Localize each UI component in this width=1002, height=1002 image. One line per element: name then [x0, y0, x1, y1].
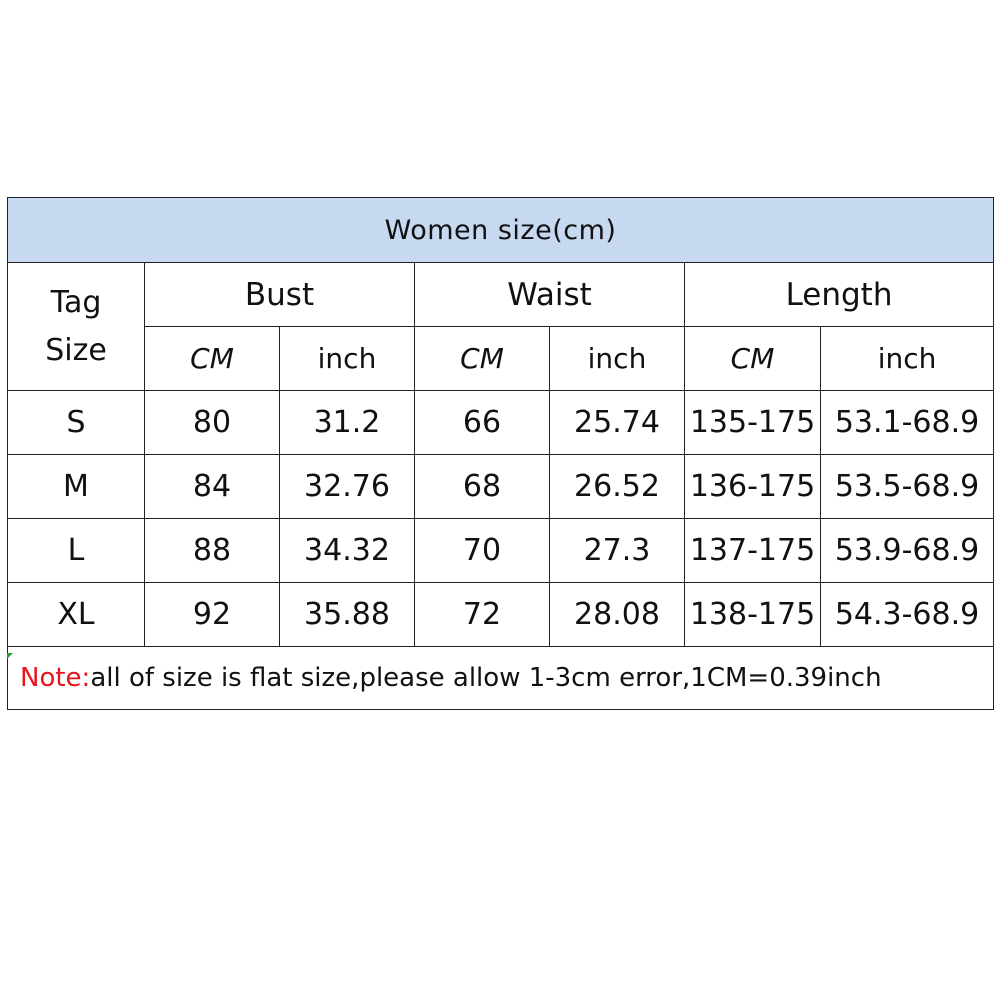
bust-inch-cell: 35.88 — [280, 583, 415, 647]
length-cm-cell: 137-175 — [685, 519, 821, 583]
tag-size-label-line2: Size — [45, 332, 107, 368]
waist-inch-cell: 26.52 — [550, 455, 685, 519]
unit-bust-cm: CM — [145, 327, 280, 391]
note-label: Note: — [20, 663, 91, 693]
table-row — [8, 391, 994, 455]
length-inch-cell: 54.3-68.9 — [821, 583, 994, 647]
waist-cm-cell: 72 — [415, 583, 550, 647]
unit-length-cm: CM — [685, 327, 821, 391]
size-chart — [7, 197, 993, 718]
waist-inch-cell: 28.08 — [550, 583, 685, 647]
bust-inch-cell: 31.2 — [280, 391, 415, 455]
table-row — [8, 455, 994, 519]
tag-size-header — [8, 263, 145, 391]
tag-size-label-line1: Tag — [50, 284, 102, 320]
note-text: all of size is flat size,please allow 1-3cm error,1CM=0.39inch — [90, 663, 882, 693]
bust-inch-cell: 32.76 — [280, 455, 415, 519]
title-row — [8, 198, 994, 263]
cell-corner-marker — [7, 653, 13, 659]
waist-cm-cell: 66 — [415, 391, 550, 455]
length-cm-cell: 135-175 — [685, 391, 821, 455]
bust-inch-cell: 34.32 — [280, 519, 415, 583]
unit-waist-inch: inch — [550, 327, 685, 391]
waist-inch-cell: 27.3 — [550, 519, 685, 583]
waist-inch-cell: 25.74 — [550, 391, 685, 455]
waist-cm-cell: 68 — [415, 455, 550, 519]
bust-cm-cell: 92 — [145, 583, 280, 647]
table-row — [8, 519, 994, 583]
note-cell — [8, 647, 994, 710]
size-cell: M — [8, 455, 145, 519]
length-cm-cell: 138-175 — [685, 583, 821, 647]
group-header-row — [8, 263, 994, 327]
length-header: Length — [685, 263, 994, 327]
length-inch-cell: 53.9-68.9 — [821, 519, 994, 583]
size-cell: L — [8, 519, 145, 583]
table-title: Women size(cm) — [8, 198, 994, 263]
length-cm-cell: 136-175 — [685, 455, 821, 519]
note-row — [8, 647, 994, 710]
bust-cm-cell: 88 — [145, 519, 280, 583]
bust-cm-cell: 80 — [145, 391, 280, 455]
unit-waist-cm: CM — [415, 327, 550, 391]
length-inch-cell: 53.5-68.9 — [821, 455, 994, 519]
bust-cm-cell: 84 — [145, 455, 280, 519]
length-inch-cell: 53.1-68.9 — [821, 391, 994, 455]
size-cell: S — [8, 391, 145, 455]
unit-header-row — [8, 327, 994, 391]
size-table — [7, 197, 994, 710]
waist-cm-cell: 70 — [415, 519, 550, 583]
bust-header: Bust — [145, 263, 415, 327]
unit-length-inch: inch — [821, 327, 994, 391]
size-cell: XL — [8, 583, 145, 647]
unit-bust-inch: inch — [280, 327, 415, 391]
table-row — [8, 583, 994, 647]
waist-header: Waist — [415, 263, 685, 327]
